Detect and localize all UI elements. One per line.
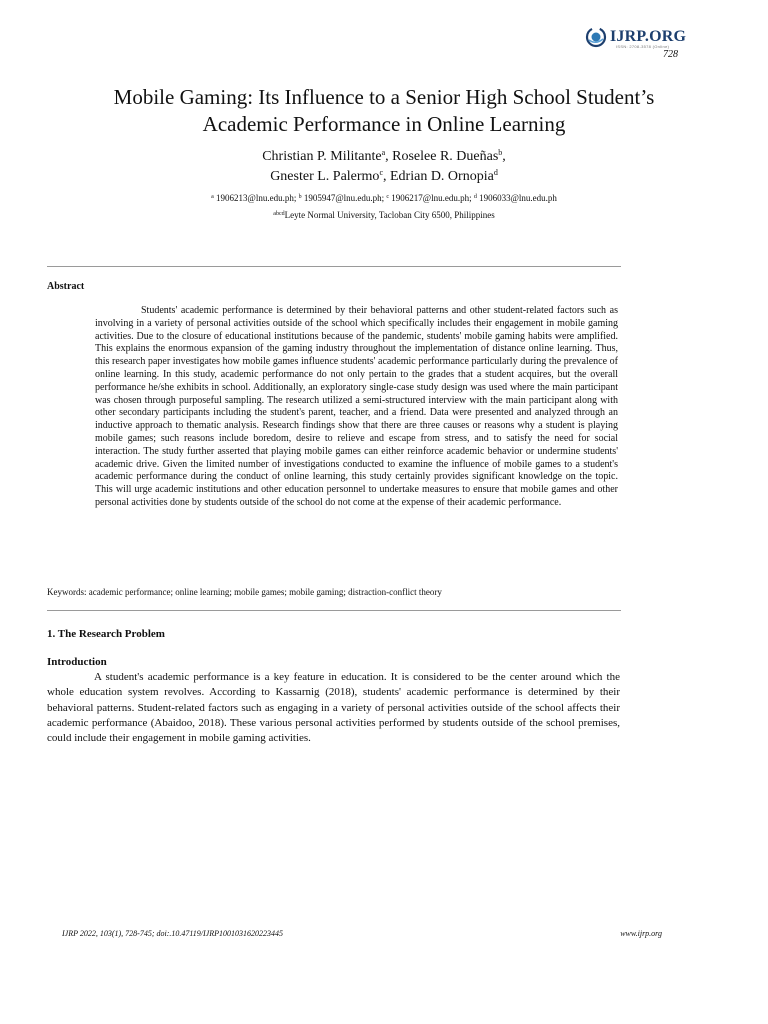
logo-subtext: ISSN: 2708-3578 (Online) (616, 44, 670, 49)
author-line-1 (0, 147, 768, 167)
affiliation (0, 210, 768, 220)
divider-bottom (47, 610, 621, 611)
email-link[interactable]: 1906217@lnu.edu.ph; (391, 193, 472, 203)
author-name: Christian P. Militante (262, 149, 382, 164)
author-emails (0, 193, 768, 203)
abstract-text: Students' academic performance is determined by their behavioral patterns and other student-related factors such as involving in a variety of personal activities outside of the school which specifically includes their engagement in mobile gaming activities. Due to the closure of educational institutions because of the pandemic, students' mobile gaming habits were amplified. This explains the enormous expansion of the gaming industry throughout the implementation of distance online learning. Thus, this research paper investigates how mobile games influence students' academic performance particularly during the prevalence of online learning. In this study, academic performance do not only pertain to the grades that a student acquires, but the overall performance he/she exhibits in school. Additionally, an exploratory single-case study design was used where the main participant was chosen through purposeful sampling. The research utilized a semi-structured interview with the main participant along with other secondary participants including the student's parent, teacher, and a friend. Data were presented and analyzed through an inductive approach to thematic analysis. Research findings show that there are three causes or reasons why a student is playing mobile games; such reasons include boredom, desire to relieve and escape from stress, and to satisfy the need for social interaction. The study further asserted that playing mobile games can either reinforce academic behavior or undermine students' academic drive. Given the limited number of investigations conducted to examine the influence of mobile games to a student's academic performance during the conduct of online learning, this study certainly provides significant knowledge on the topic. This will urge academic institutions and other education personnel to undertake measures to ensure that mobile games and other personal activities done by students outside of the school do not come at the expense of their academic performance. (95, 305, 618, 508)
email-link[interactable]: 1905947@lnu.edu.ph; (303, 193, 385, 203)
author-sup: b (498, 148, 503, 157)
affiliation-sup: abcd (273, 211, 285, 217)
abstract-heading: Abstract (47, 281, 85, 292)
keywords: Keywords: academic performance; online learning; mobile games; mobile gaming; distraction-conflict theory (47, 587, 442, 597)
title-line-2: Academic Performance in Online Learning (202, 112, 566, 136)
subsection-heading: Introduction (47, 656, 107, 668)
section-heading: 1. The Research Problem (47, 628, 165, 640)
author-separator: , (502, 149, 506, 164)
title-line-1: Mobile Gaming: Its Influence to a Senior High School Student’s (113, 85, 655, 109)
email-sup: a (211, 194, 214, 200)
author-separator: , (383, 169, 390, 184)
affiliation-text: Leyte Normal University, Tacloban City 6500, Philippines (284, 210, 495, 220)
author-name: Gnester L. Palermo (270, 169, 380, 184)
divider-top (47, 266, 621, 267)
author-sup: c (379, 168, 383, 177)
footer-citation: IJRP 2022, 103(1), 728-745; doi:.10.47119/IJRP1001031620223445 (62, 929, 284, 938)
author-name: Roselee R. Dueñas (392, 149, 499, 164)
globe-logo-icon (585, 26, 607, 48)
logo-text: IJRP.ORG (610, 28, 687, 45)
email-link[interactable]: 1906033@lnu.edu.ph (479, 193, 557, 203)
author-line-2 (0, 167, 768, 187)
author-list (0, 147, 768, 187)
author-separator: , (385, 149, 393, 164)
author-sup: a (381, 148, 386, 157)
author-sup: d (493, 168, 498, 177)
footer-website[interactable]: www.ijrp.org (620, 929, 662, 938)
paper-title (0, 84, 768, 138)
email-sup: d (473, 194, 477, 200)
email-sup: b (298, 194, 302, 200)
email-link[interactable]: 1906213@lnu.edu.ph; (216, 193, 297, 203)
page-number: 728 (663, 49, 678, 60)
email-sup: c (386, 194, 390, 200)
introduction-text: A student's academic performance is a key feature in education. It is considered to be the center around which the whole education system revolves. According to Kassarnig (2018), students' academic performance is determined by their behavioral patterns. Student-related factors such as engaging in a variety of personal activities outside of the school affects their academic performance (Abaidoo, 2018). These various personal activities performed by students outside of the school premises, could include their engagement in mobile gaming activities. (47, 671, 620, 745)
author-name: Edrian D. Ornopia (390, 169, 494, 184)
